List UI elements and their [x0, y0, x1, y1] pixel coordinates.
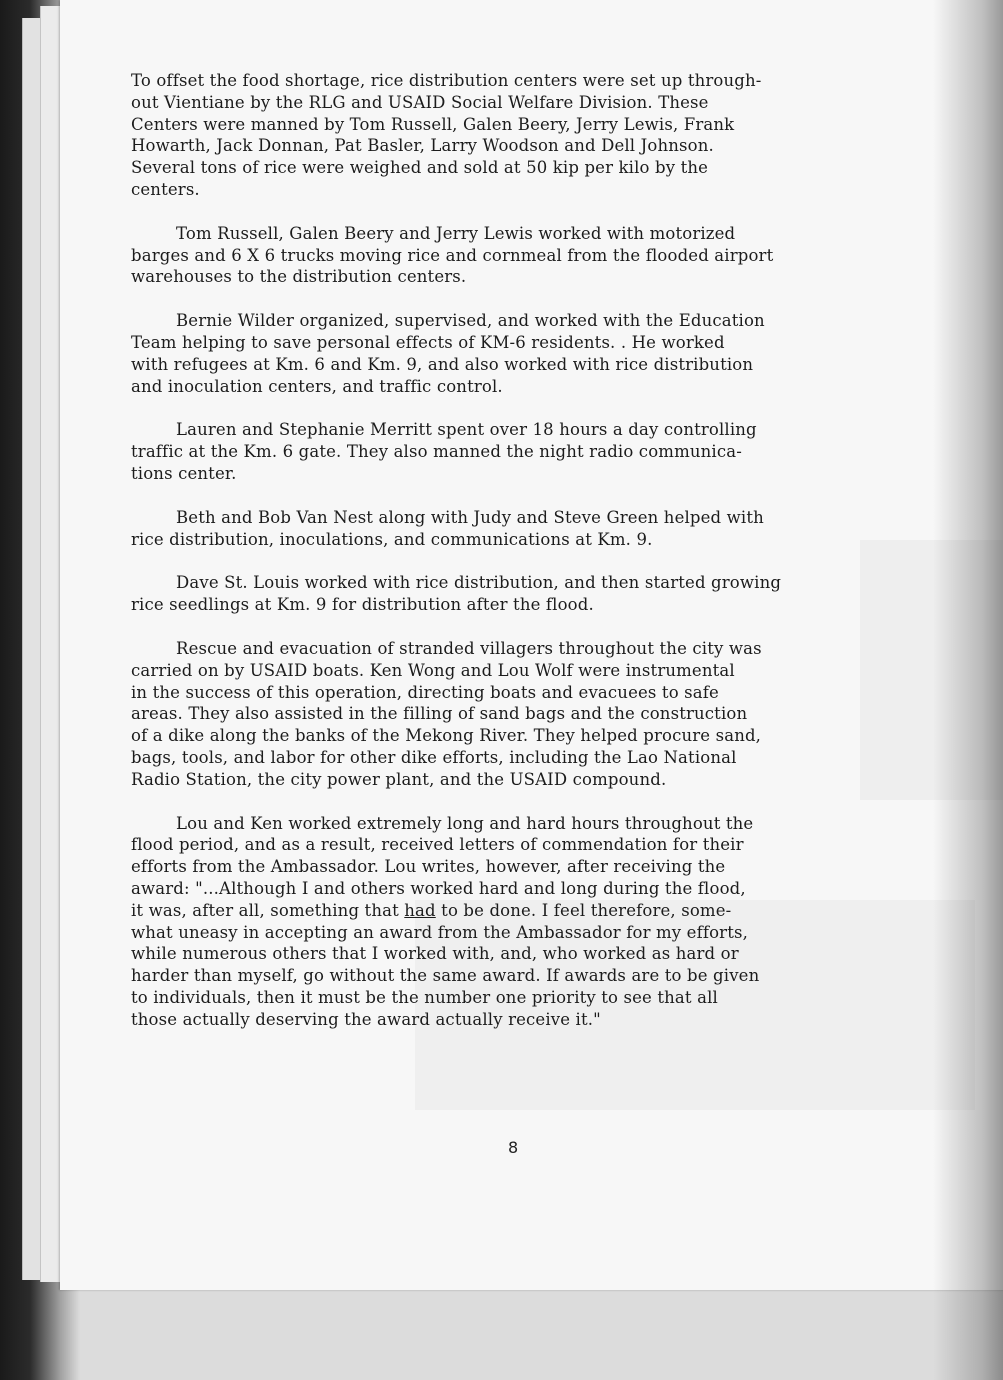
text-line: while numerous others that I worked with, and, who worked as hard or	[131, 944, 739, 964]
text-line: with refugees at Km. 6 and Km. 9, and also worked with rice distribution	[131, 354, 754, 374]
underlined-word: had	[404, 900, 436, 920]
text-line: Several tons of rice were weighed and sold at 50 kip per kilo by the	[131, 158, 709, 178]
text-line: Lou and Ken worked extremely long and hard hours throughout the	[176, 813, 754, 833]
text-line: harder than myself, go without the same award. If awards are to be given	[131, 966, 760, 986]
text-line: barges and 6 X 6 trucks moving rice and cornmeal from the flooded airport	[131, 245, 774, 265]
text-line: To offset the food shortage, rice distribution centers were set up through-	[131, 71, 762, 90]
text-line: carried on by USAID boats. Ken Wong and Lou Wolf were instrumental	[131, 660, 735, 680]
text-line: Rescue and evacuation of stranded villagers throughout the city was	[176, 638, 762, 658]
text-line: Howarth, Jack Donnan, Pat Basler, Larry Woodson and Dell Johnson.	[131, 136, 714, 156]
text-line: those actually deserving the award actually receive it."	[131, 1009, 601, 1029]
text-line: tions center.	[131, 463, 237, 483]
text-line: and inoculation centers, and traffic control.	[131, 376, 503, 396]
paragraph-rice-distribution	[131, 70, 891, 201]
text-line: award: "...Although I and others worked hard and long during the flood,	[131, 878, 746, 898]
text-line: Team helping to save personal effects of KM-6 residents. . He worked	[131, 332, 725, 352]
paragraph-rescue-evacuation	[131, 638, 891, 791]
text-line: warehouses to the distribution centers.	[131, 267, 467, 287]
text-line: in the success of this operation, directing boats and evacuees to safe	[131, 682, 719, 702]
text-line: flood period, and as a result, received letters of commendation for their	[131, 835, 744, 855]
text-line: areas. They also assisted in the filling of sand bags and the construction	[131, 704, 748, 724]
text-line: Lauren and Stephanie Merritt spent over 18 hours a day controlling	[176, 420, 757, 440]
text-line: efforts from the Ambassador. Lou writes, however, after receiving the	[131, 857, 726, 877]
text-line: out Vientiane by the RLG and USAID Social Welfare Division. These	[131, 92, 709, 112]
text-line: it was, after all, something that had to be done. I feel therefore, some-	[131, 900, 732, 920]
paragraph-st-louis	[131, 572, 891, 616]
text-line: to individuals, then it must be the number one priority to see that all	[131, 987, 718, 1007]
paragraph-barges-trucks	[131, 223, 891, 288]
paragraph-commendation	[131, 813, 891, 1031]
text-line: rice distribution, inoculations, and communications at Km. 9.	[131, 529, 653, 549]
text-line: bags, tools, and labor for other dike efforts, including the Lao National	[131, 747, 737, 767]
text-line: of a dike along the banks of the Mekong River. They helped procure sand,	[131, 726, 762, 746]
paragraph-bernie-wilder	[131, 310, 891, 397]
text-line: what uneasy in accepting an award from the Ambassador for my efforts,	[131, 922, 749, 942]
text-line: Dave St. Louis worked with rice distribution, and then started growing	[176, 573, 782, 593]
page-curl-shadow	[933, 0, 1003, 1380]
body-text	[131, 70, 891, 1052]
text-line: Tom Russell, Galen Beery and Jerry Lewis worked with motorized	[176, 223, 736, 243]
text-line: Centers were manned by Tom Russell, Galen Beery, Jerry Lewis, Frank	[131, 114, 735, 134]
page-number: 8	[508, 1138, 519, 1157]
text-line: Radio Station, the city power plant, and the USAID compound.	[131, 769, 667, 789]
text-line: centers.	[131, 179, 200, 199]
paragraph-merritt	[131, 419, 891, 484]
paragraph-van-nest	[131, 507, 891, 551]
text-line: Bernie Wilder organized, supervised, and worked with the Education	[176, 311, 765, 331]
text-line: traffic at the Km. 6 gate. They also manned the night radio communica-	[131, 442, 742, 462]
text-line: rice seedlings at Km. 9 for distribution after the flood.	[131, 595, 594, 615]
text-line: Beth and Bob Van Nest along with Judy and Steve Green helped with	[176, 507, 764, 527]
